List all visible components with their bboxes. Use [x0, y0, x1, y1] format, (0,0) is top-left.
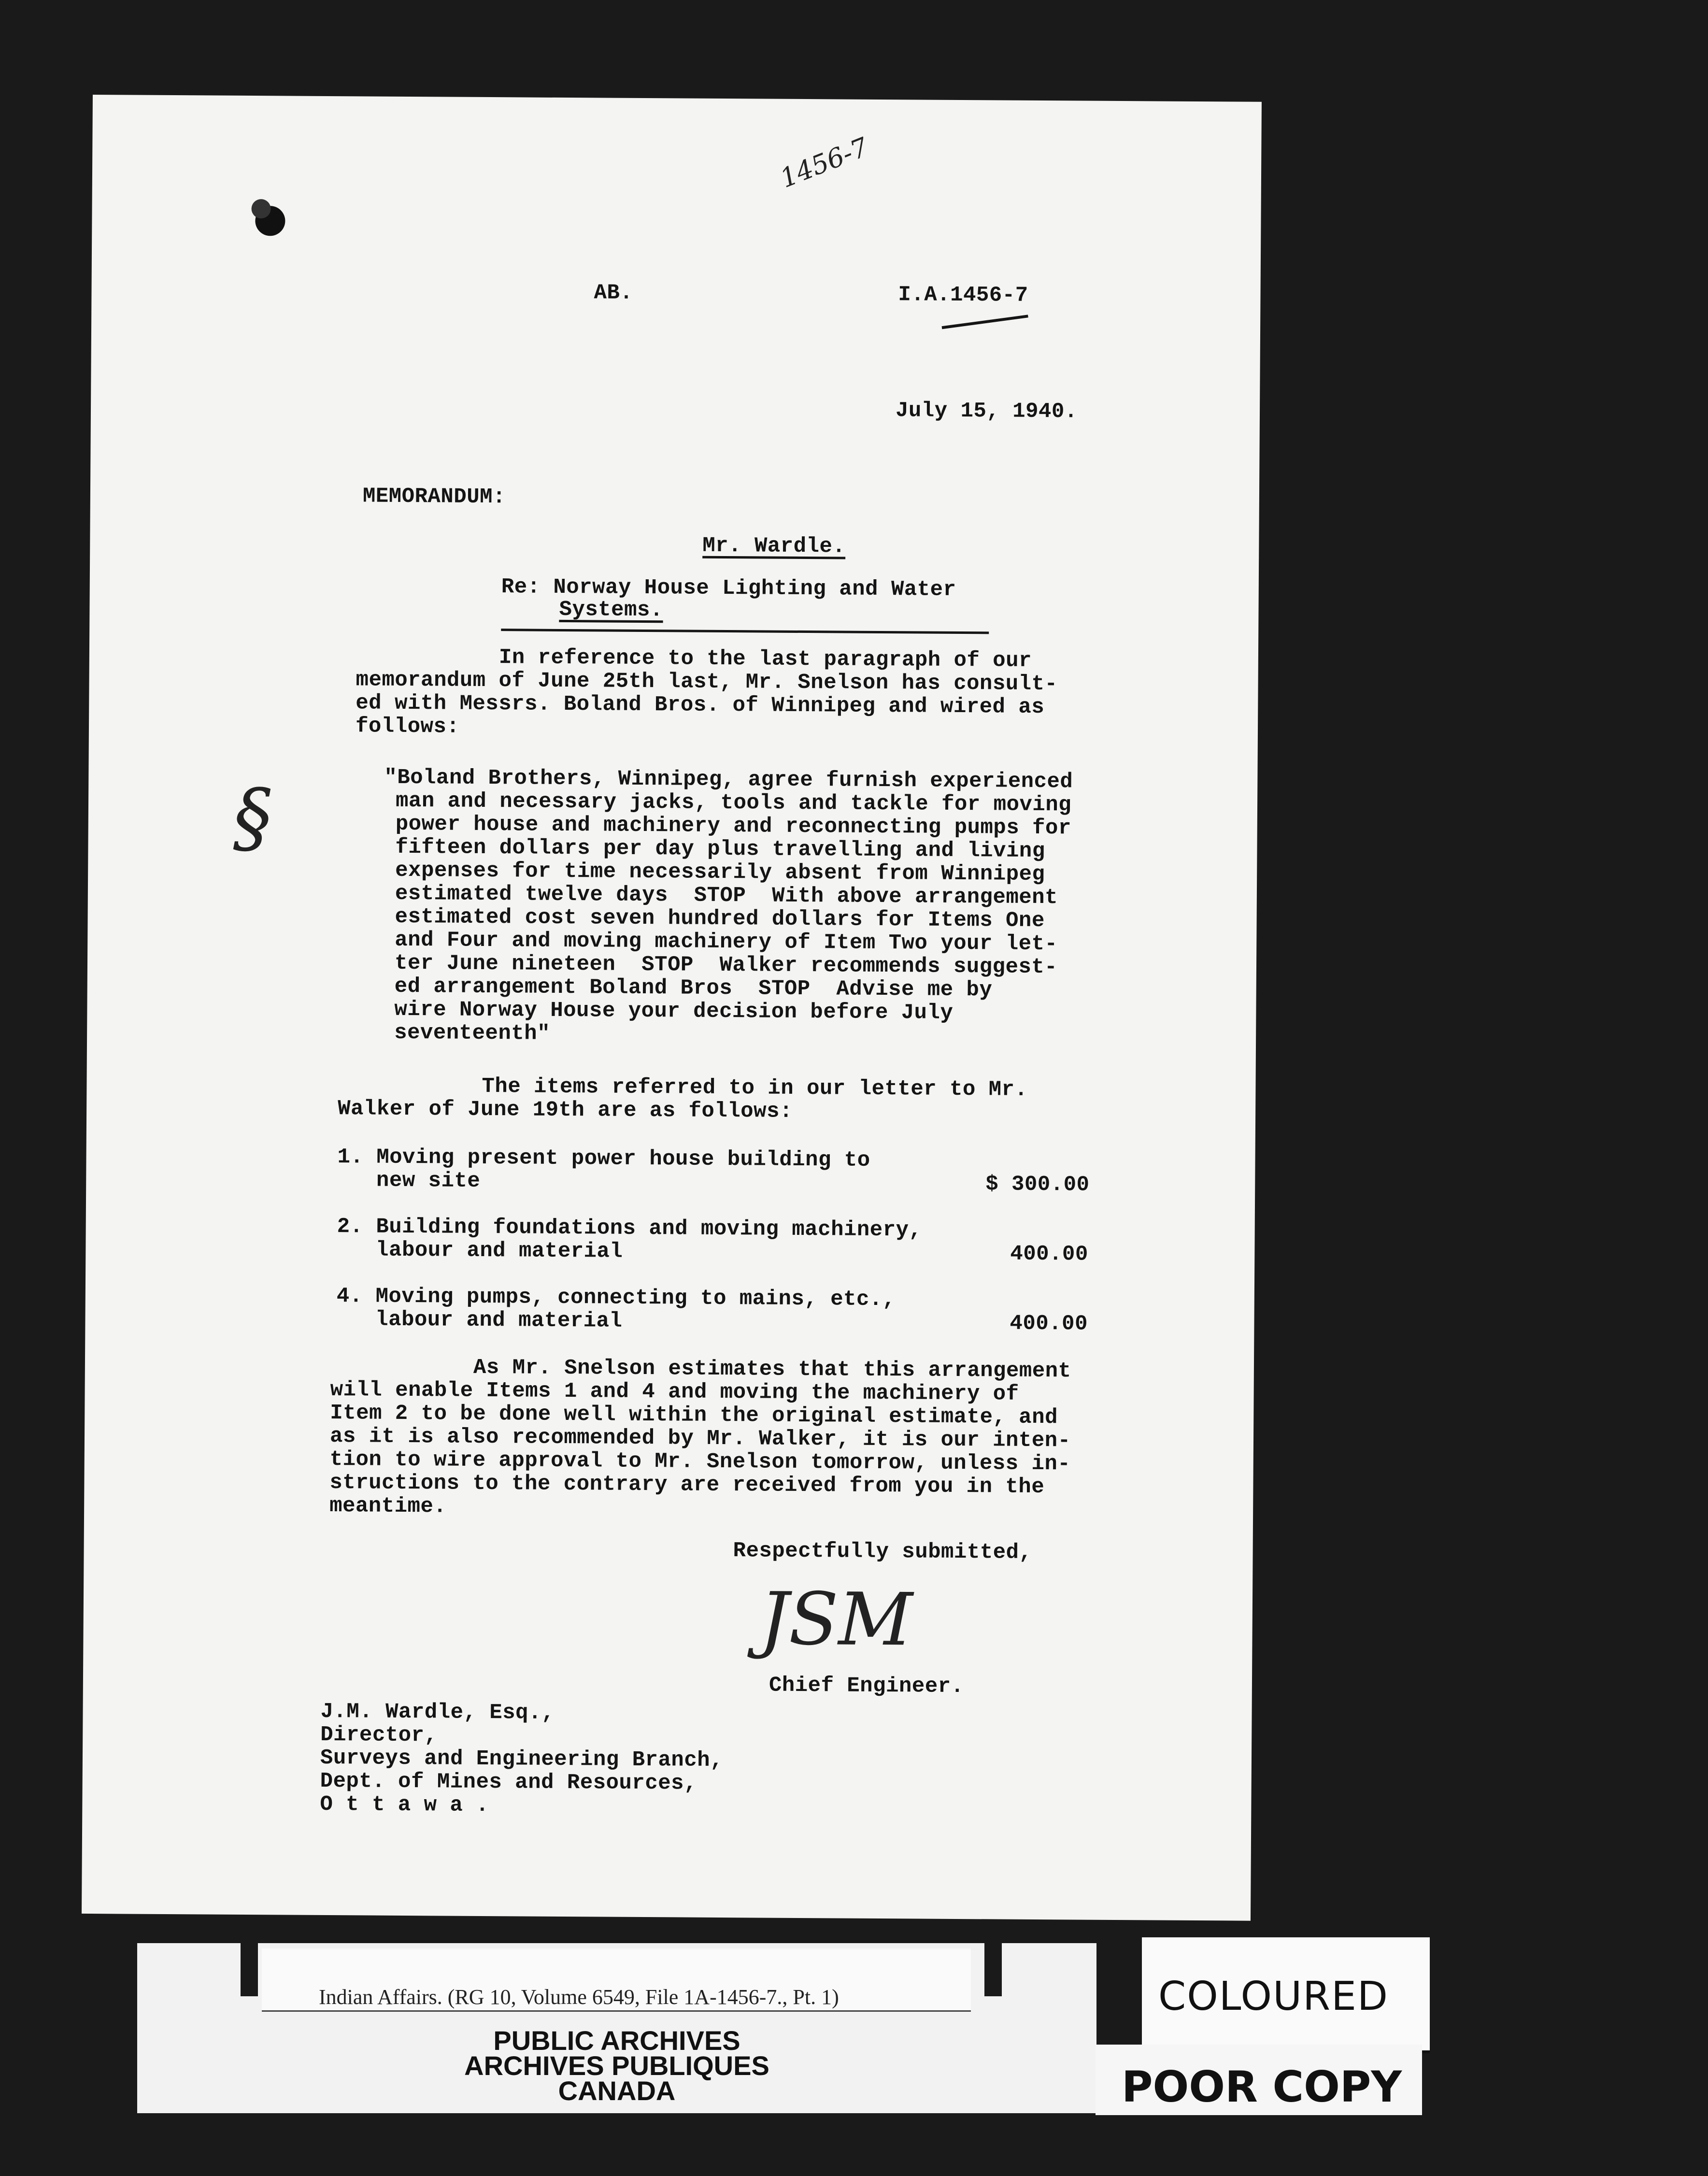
telegram-line: man and necessary jacks, tools and tackle for moving [395, 788, 1072, 817]
coloured-sticker-text: COLOURED [1158, 1974, 1389, 2019]
recipient-line: Surveys and Engineering Branch, [320, 1746, 724, 1773]
telegram-line: estimated cost seven hundred dollars for Items One [395, 904, 1045, 933]
memo-addressee: Mr. Wardle. [702, 533, 846, 559]
item-4-line2: labour and material [336, 1307, 623, 1333]
para3-line: As Mr. Snelson estimates that this arrangement [473, 1355, 1071, 1384]
document-page [82, 95, 1262, 1921]
telegram-line: power house and machinery and reconnecting pumps for [395, 812, 1071, 841]
item-1-amount: $ 300.00 [985, 1172, 1090, 1197]
recipient-line: O t t a w a . [320, 1792, 489, 1818]
telegram-line: "Boland Brothers, Winnipeg, agree furnish experienced [384, 765, 1073, 794]
telegram-line: fifteen dollars per day plus travelling and living [395, 835, 1045, 864]
para1-line: In reference to the last paragraph of our [498, 645, 1032, 673]
item-2-amount: 400.00 [1010, 1242, 1088, 1267]
telegram-line: seventeenth" [394, 1020, 551, 1046]
para2-line: The items referred to in our letter to Mr. [482, 1074, 1028, 1102]
para3-line: meantime. [329, 1494, 447, 1519]
recipient-line: Dept. of Mines and Resources, [320, 1769, 697, 1796]
initials: AB. [594, 281, 633, 305]
para3-line: as it is also recommended by Mr. Walker, it is our inten- [329, 1424, 1071, 1453]
file-ref-underline [942, 315, 1028, 329]
handwritten-ref: 1456-7 [776, 131, 873, 194]
para3-line: structions to the contrary are received from you in the [329, 1471, 1045, 1500]
para3-line: Item 2 to be done well within the original estimate, and [330, 1401, 1058, 1430]
poor-copy-sticker-text: POOR COPY [1122, 2062, 1402, 2112]
para1-line: follows: [355, 714, 460, 739]
punch-hole-shadow [251, 199, 270, 218]
telegram-line: expenses for time necessarily absent from Winnipeg [395, 858, 1045, 887]
para1-line: memorandum of June 25th last, Mr. Snelson has consult- [356, 668, 1058, 697]
signature: JSM [759, 1577, 913, 1662]
signatory-title: Chief Engineer. [769, 1673, 964, 1699]
para1-line: ed with Messrs. Boland Bros. of Winnipeg and wired as [356, 691, 1045, 720]
memo-heading: MEMORANDUM: [362, 484, 506, 510]
recipient-line: J.M. Wardle, Esq., [320, 1699, 555, 1725]
telegram-line: ed arrangement Boland Bros STOP Advise me by [394, 974, 993, 1002]
telegram-line: estimated twelve days STOP With above arrangement [395, 881, 1058, 910]
recipient-line: Director, [320, 1722, 438, 1748]
memo-date: July 15, 1940. [895, 399, 1078, 424]
label-notch-right [984, 1943, 1002, 1996]
item-2-line1: 2. Building foundations and moving machinery, [337, 1215, 922, 1243]
item-2-line2: labour and material [337, 1238, 623, 1264]
file-reference: I.A.1456-7 [898, 283, 1028, 308]
item-1-line1: 1. Moving present power house building to [337, 1145, 870, 1173]
telegram-line: and Four and moving machinery of Item Two your let- [395, 928, 1058, 957]
item-4-line1: 4. Moving pumps, connecting to mains, etc., [336, 1284, 896, 1312]
para3-line: tion to wire approval to Mr. Snelson tomorrow, unless in- [329, 1447, 1071, 1476]
item-1-line2: new site [337, 1168, 481, 1193]
item-4-amount: 400.00 [1010, 1311, 1088, 1336]
margin-mark-s: § [233, 772, 272, 863]
subject-underline [501, 629, 989, 634]
para3-line: will enable Items 1 and 4 and moving the machinery of [330, 1378, 1019, 1406]
archive-reference: Indian Affairs. (RG 10, Volume 6549, File 1A-1456-7., Pt. 1) [319, 1985, 839, 2009]
label-notch-left [241, 1943, 258, 1996]
archives-line1: PUBLIC ARCHIVES [493, 2025, 740, 2056]
archives-line2: ARCHIVES PUBLIQUES [464, 2050, 769, 2081]
sign-off: Respectfully submitted, [733, 1539, 1032, 1565]
telegram-line: ter June nineteen STOP Walker recommends suggest- [394, 951, 1058, 980]
memo-subject-line1: Re: Norway House Lighting and Water [501, 575, 956, 602]
memo-subject-line2: Systems. [559, 597, 663, 623]
telegram-line: wire Norway House your decision before July [394, 997, 954, 1025]
para2-line: Walker of June 19th are as follows: [338, 1097, 793, 1124]
archives-line3: CANADA [558, 2076, 676, 2106]
